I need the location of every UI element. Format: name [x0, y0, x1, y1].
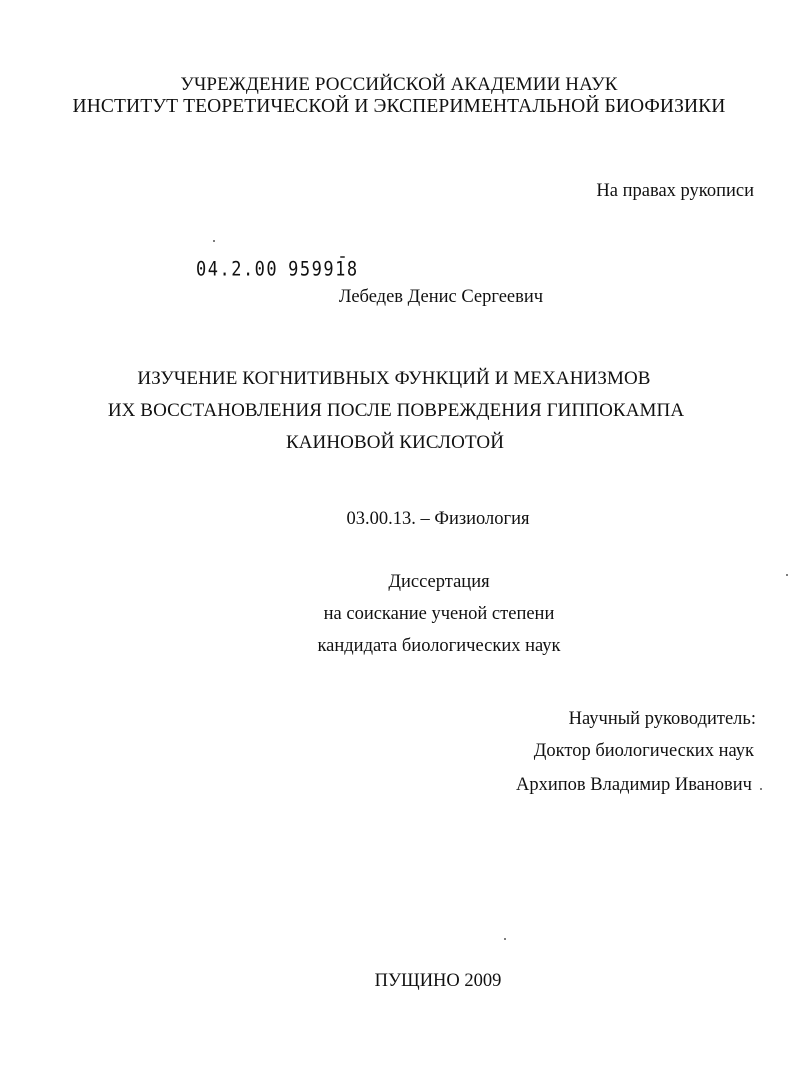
registration-stamp: [196, 258, 359, 281]
scan-speck: [340, 256, 345, 258]
scan-speck: [760, 788, 762, 790]
organization-heading: УЧРЕЖДЕНИЕ РОССИЙСКОЙ АКАДЕМИИ НАУК: [180, 74, 618, 95]
supervisor-name: Архипов Владимир Иванович: [515, 775, 752, 795]
title-line-1: ИЗУЧЕНИЕ КОГНИТИВНЫХ ФУНКЦИЙ И МЕХАНИЗМОВ: [137, 368, 651, 389]
specialty-code: 03.00.13. – Физиология: [346, 509, 530, 529]
stamp-number: 959918: [288, 258, 359, 281]
scan-speck: [213, 240, 215, 242]
institute-heading: ИНСТИТУТ ТЕОРЕТИЧЕСКОЙ И ЭКСПЕРИМЕНТАЛЬНОЙ БИОФИЗИКИ: [72, 96, 726, 117]
place-year: ПУЩИНО 2009: [374, 971, 502, 991]
degree-line-2: на соискание ученой степени: [323, 604, 555, 624]
supervisor-degree: Доктор биологических наук: [533, 741, 754, 761]
rights-note: На правах рукописи: [596, 181, 754, 201]
title-line-2: ИХ ВОССТАНОВЛЕНИЯ ПОСЛЕ ПОВРЕЖДЕНИЯ ГИППОКАМПА: [107, 400, 685, 421]
supervisor-label: Научный руководитель:: [568, 709, 756, 729]
stamp-date-code: 04.2.00: [196, 258, 279, 281]
title-line-3: КАИНОВОЙ КИСЛОТОЙ: [285, 432, 505, 453]
degree-line-3: кандидата биологических наук: [317, 636, 561, 656]
scan-speck: [786, 574, 788, 576]
scan-speck: [504, 938, 506, 940]
degree-line-1: Диссертация: [388, 572, 490, 592]
author-name: Лебедев Денис Сергеевич: [338, 287, 544, 307]
